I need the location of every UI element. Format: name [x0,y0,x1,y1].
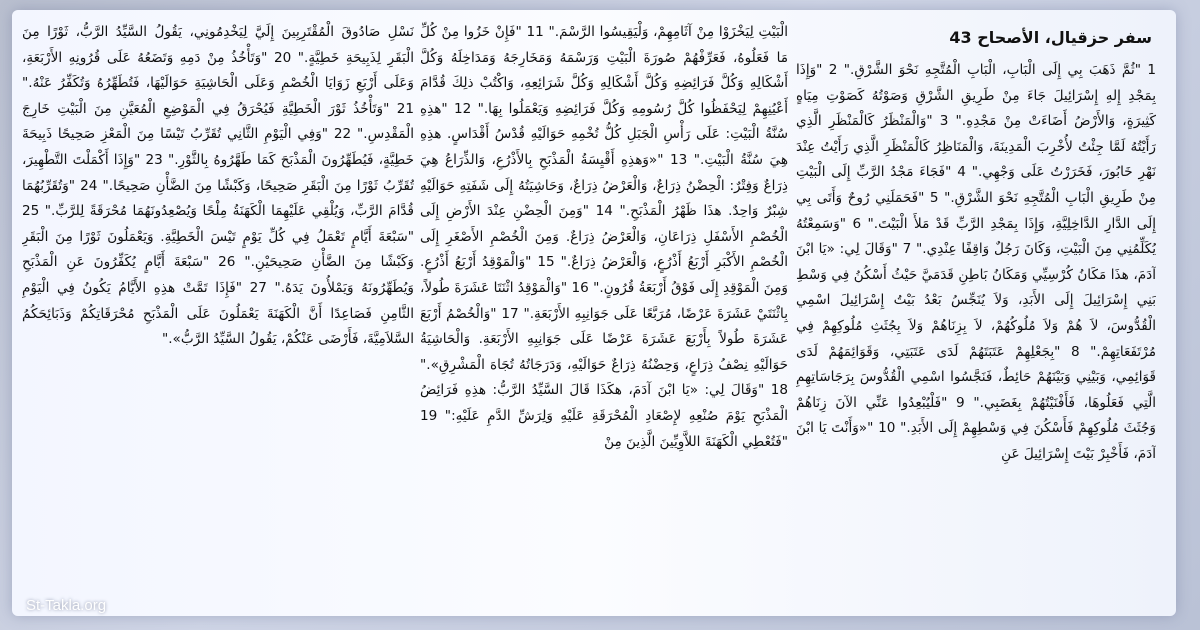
verses-part-2: الْبَيْتِ لِيَخْزَوْا مِنْ آثَامِهِمْ، وَلْيَقِيسُوا الرَّسْمَ." 11 "فَإِنْ خَزُوا مِنْ كُلِّ مَا فَعَلُوهُ، فَعَرِّفْهُمْ صُورَةَ الْبَيْتِ وَرَسْمَهُ وَمَخَارِجَهُ وَمَدَاخِلَهُ وَكُلَّ أَشْكَالِهِ وَكُلَّ فَرَائِضِهِ وَكُلَّ أَشْكَالِهِ وَكُلَّ شَرَائِعِهِ، وَاكْتُبْ ذلِكَ قُدَّامَ أَعْيُنِهِمْ لِيَحْفَظُوا كُلَّ رُسُومِهِ وَكُلَّ فَرَائِضِهِ وَيَعْمَلُوا بِهَا." 12 "هذِهِ سُنَّةُ الْبَيْتِ: عَلَى رَأْسِ الْجَبَلِ كُلُّ تُخْمِهِ حَوَالَيْهِ قُدْسُ أَقْدَاسٍ. هذِهِ هِيَ سُنَّةُ الْبَيْتِ." 13 "«وَهذِهِ أَقْيِسَةُ الْمَذْبَحِ بِالأَذْرُعِ، وَالذِّرَاعُ هِيَ ذِرَاعٌ وَفِتْرٌ: الْحِضْنُ ذِرَاعٌ، وَالْعَرْضُ ذِرَاعٌ، وَحَاشِيَتُهُ إِلَى شَفَتِهِ حَوَالَيْهِ شِبْرٌ وَاحِدٌ. هذَا ظَهْرُ الْمَذْبَحِ." 14 "وَمِنَ الْحِضْنِ عِنْدَ الأَرْضِ إِلَى الْخُصْمِ الأَسْفَلِ ذِرَاعَانِ، وَالْعَرْضُ ذِرَاعٌ. وَمِنَ الْخُصْمِ الأَصْغَرِ إِلَى الْخُصْمِ الأَكْبَرِ أَرْبَعُ أَذْرُعٍ، وَالْعَرْضُ ذِرَاعٌ." 15 "وَالْمَوْقِدُ أَرْبَعُ أَذْرُعٍ. وَمِنَ الْمَوْقِدِ إِلَى فَوْقُ أَرْبَعَةُ قُرُونٍ." 16 "وَالْمَوْقِدُ اثْنَتَا عَشَرَةَ طُولاً، بِاثْنَتَيْ عَشَرَةَ عَرْضًا، مُرَبَّعًا عَلَى جَوَانِبِهِ الأَرْبَعَةِ." 17 "وَالْخُصْمُ أَرْبَعَ عَشَرَةَ طُولاً بِأَرْبَعَ عَشَرَةَ عَرْضًا عَلَى جَوَانِبِهِ الأَرْبَعَةِ. وَالْحَاشِيَةُ حَوَالَيْهِ نِصْفُ ذِرَاعٍ، وَحِضْنُهُ ذِرَاعٌ حَوَالَيْهِ، وَدَرَجَاتُهُ تُجَاهَ الْمَشْرِقِ»." 18 "وَقَالَ لِي: «يَا ابْنَ آدَمَ، هكَذَا قَالَ السَّيِّدُ الرَّبُّ: هذِهِ فَرَائِضُ الْمَذْبَحِ يَوْمَ صُنْعِهِ لإِصْعَادِ الْمُحْرَقَةِ عَلَيْهِ وَلِرَشِّ الدَّمِ عَلَيْهِ:" 19 "فَتُعْطِي الْكَهَنَةَ اللاَّوِيِّينَ الَّذِينَ مِنْ [420,24,788,450]
scripture-page [12,10,1176,616]
text-column-right [796,20,1156,606]
verses-part-1: 1 "ثُمَّ ذَهَبَ بِي إِلَى الْبَابِ، الْبَابِ الْمُتَّجِهِ نَحْوَ الشَّرْقِ." 2 "وَإِذَا بِمَجْدِ إِلهِ إِسْرَائِيلَ جَاءَ مِنْ طَرِيقِ الشَّرْقِ وَصَوْتُهُ كَصَوْتِ مِيَاهٍ كَثِيرَةٍ، وَالأَرْضُ أَضَاءَتْ مِنْ مَجْدِهِ." 3 "وَالْمَنْظَرُ كَالْمَنْظَرِ الَّذِي رَأَيْتُهُ لَمَّا جِئْتُ لأُخْرِبَ الْمَدِينَةَ، وَالْمَنَاظِرُ كَالْمَنْظَرِ الَّذِي رَأَيْتُ عِنْدَ نَهْرِ خَابُورَ، فَخَرَرْتُ عَلَى وَجْهِي." 4 "فَجَاءَ مَجْدُ الرَّبِّ إِلَى الْبَيْتِ مِنْ طَرِيقِ الْبَابِ الْمُتَّجِهِ نَحْوَ الشَّرْقِ." 5 "فَحَمَلَنِي رُوحٌ وَأَتَى بِي إِلَى الدَّارِ الدَّاخِلِيَّةِ، وَإِذَا بِمَجْدِ الرَّبِّ قَدْ مَلأَ الْبَيْتَ." 6 "وَسَمِعْتُهُ يُكَلِّمُنِي مِنَ الْبَيْتِ، وَكَانَ رَجُلٌ وَاقِفًا عِنْدِي." 7 "وَقَالَ لِي: «يَا ابْنَ آدَمَ، هذَا مَكَانُ كُرْسِيِّي وَمَكَانُ بَاطِنِ قَدَمَيَّ حَيْثُ أَسْكُنُ فِي وَسْطِ بَنِي إِسْرَائِيلَ إِلَى الأَبَدِ، وَلاَ يُنَجِّسُ بَعْدُ بَيْتُ إِسْرَائِيلَ اسْمِي الْقُدُّوسَ، لاَ هُمْ وَلاَ مُلُوكُهُمْ، لاَ بِزِنَاهُمْ وَلاَ بِجُثَثِ مُلُوكِهِمْ فِي مُرْتَفَعَاتِهِمْ." 8 "بِجَعْلِهِمْ عَتَبَتَهُمْ لَدَى عَتَبَتِي، وَقَوَائِمَهُمْ لَدَى قَوَائِمِي، وَبَيْنِي وَبَيْنَهُمْ حَائِطٌ، فَنَجَّسُوا اسْمِي الْقُدُّوسَ بِرَجَاسَاتِهِمِ الَّتِي فَعَلُوهَا، فَأَفْنَيْتُهُمْ بِغَضَبِي." 9 "فَلْيُبْعِدُوا عَنِّي الآنَ زِنَاهُمْ وَجُثَثَ مُلُوكِهِمْ فَأَسْكُنَ فِي وَسْطِهِمْ إِلَى الأَبَدِ." 10 "«وَأَنْتَ يَا ابْنَ آدَمَ، فَأَخْبِرْ بَيْتَ إِسْرَائِيلَ عَنِ [796,62,1156,462]
verses-part-3: نَسْلِ صَادُوقَ الْمُقْتَرِبِينَ إِلَيَّ لِيَخْدِمُونِي، يَقُولُ السَّيِّدُ الرَّبُّ، ثَوْرًا مِنَ الْبَقَرِ لِذَبِيحَةِ خَطِيَّةٍ." 20 "وَتَأْخُذُ مِنْ دَمِهِ وَتَضَعُهُ عَلَى قُرُونِهِ الأَرْبَعَةِ، وَعَلَى أَرْبَعِ زَوَايَا الْخُصْمِ وَعَلَى الْحَاشِيَةِ حَوَالَيْهَا، فَتُطَهِّرُهُ وَتُكَفِّرُ عَنْهُ." 21 "وَتَأْخُذُ ثَوْرَ الْخَطِيَّةِ فَيُحْرَقُ فِي الْمَوْضِعِ الْمُعَيَّنِ مِنَ الْبَيْتِ خَارِجَ الْمَقْدِسِ." 22 "وَفِي الْيَوْمِ الثَّانِي تُقَرِّبُ تَيْسًا مِنَ الْمَعْزِ صَحِيحًا ذَبِيحَةَ خَطِيَّةٍ، فَيُطَهِّرُونَ الْمَذْبَحَ كَمَا طَهَّرُوهُ بِالثَّوْرِ." 23 "وَإِذَا أَكْمَلْتَ التَّطْهِيرَ، تُقَرِّبُ ثَوْرًا مِنَ الْبَقَرِ صَحِيحًا، وَكَبْشًا مِنَ الضَّأْنِ صَحِيحًا." 24 "وَتُقَرِّبُهُمَا قُدَّامَ الرَّبِّ، وَيُلْقِي عَلَيْهِمَا الْكَهَنَةُ مِلْحًا وَيُصْعِدُونَهُمَا مُحْرَقَةً لِلرَّبِّ." 25 "سَبْعَةَ أَيَّامٍ تَعْمَلُ فِي كُلِّ يَوْمٍ تَيْسَ الْخَطِيَّةِ. وَيَعْمَلُونَ ثَوْرًا مِنَ الْبَقَرِ وَكَبْشًا مِنَ الضَّأْنِ صَحِيحَيْنِ." 26 "سَبْعَةَ أَيَّامٍ يُكَفِّرُونَ عَنِ الْمَذْبَحِ وَيُطَهِّرُونَهُ وَيَمْلأُونَ يَدَهُ." 27 "فَإِذَا تَمَّتْ هذِهِ الأَيَّامُ يَكُونُ فِي الْيَوْمِ الثَّامِنِ فَصَاعِدًا أَنَّ الْكَهَنَةَ يَعْمَلُونَ عَلَى الْمَذْبَحِ مُحْرَقَاتِكُمْ وَذَبَائِحَكُمُ السَّلاَمِيَّةَ، فَأَرْضَى عَنْكُمْ، يَقُولُ السَّيِّدُ الرَّبُّ»." [22,24,414,348]
text-column-left [22,20,414,606]
site-watermark: St-Takla.org [26,597,107,614]
chapter-title: سفر حزقيال، الأصحاح 43 [949,28,1152,47]
text-column-middle [420,20,788,606]
